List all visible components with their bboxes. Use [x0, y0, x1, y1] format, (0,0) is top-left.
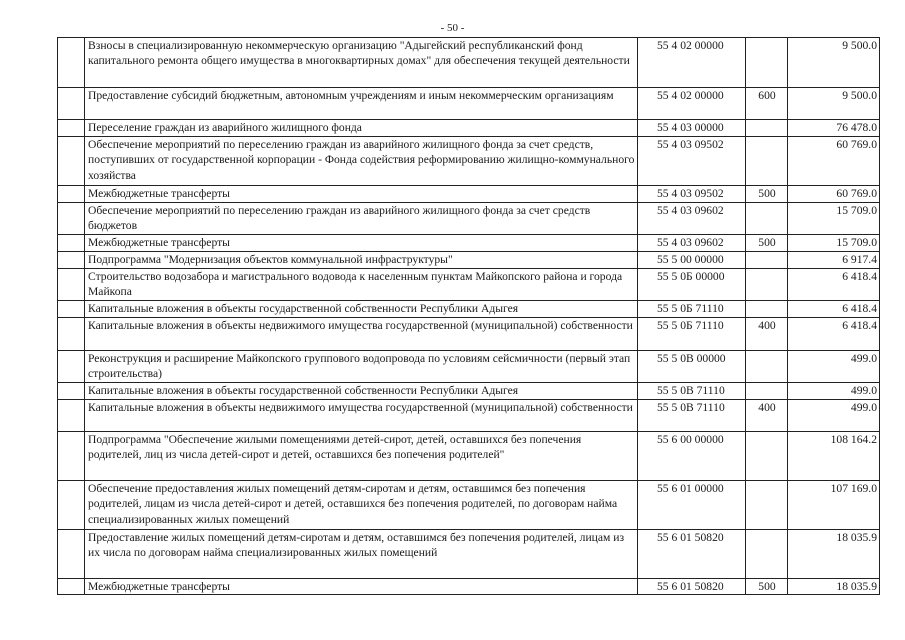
blank-cell — [58, 318, 85, 351]
blank-cell — [58, 269, 85, 301]
row-code: 55 5 0В 71110 — [638, 383, 746, 400]
row-name: Взносы в специализированную некоммерческую организацию "Адыгейский республиканский фонд капитального ремонта общего имущества в многоквартирных домах" для обеспечения текущей деятельности — [85, 38, 638, 88]
row-name: Реконструкция и расширение Майкопского группового водопровода по условиям сейсмичности (первый этап строительства) — [85, 351, 638, 383]
blank-cell — [58, 235, 85, 252]
row-expense-type — [746, 137, 788, 186]
row-expense-type — [746, 301, 788, 318]
row-expense-type — [746, 203, 788, 235]
row-code: 55 5 0Б 00000 — [638, 269, 746, 301]
row-expense-type — [746, 120, 788, 137]
row-name: Переселение граждан из аварийного жилищного фонда — [85, 120, 638, 137]
row-expense-type: 500 — [746, 186, 788, 203]
row-code: 55 5 0В 00000 — [638, 351, 746, 383]
row-sum: 9 500.0 — [788, 88, 880, 120]
row-expense-type — [746, 530, 788, 579]
row-sum: 499.0 — [788, 400, 880, 432]
row-code: 55 4 03 09502 — [638, 137, 746, 186]
table-row — [58, 186, 880, 203]
row-expense-type: 500 — [746, 579, 788, 595]
blank-cell — [58, 186, 85, 203]
row-expense-type — [746, 481, 788, 530]
row-expense-type: 400 — [746, 318, 788, 351]
row-expense-type — [746, 269, 788, 301]
row-sum: 108 164.2 — [788, 432, 880, 481]
row-code: 55 5 00 00000 — [638, 252, 746, 269]
row-name: Обеспечение мероприятий по переселению граждан из аварийного жилищного фонда за счет средств, поступивших от государственной корпорации - Фонда содействия реформированию жилищно-коммунального хозяйства — [85, 137, 638, 186]
row-code: 55 4 02 00000 — [638, 38, 746, 88]
row-expense-type: 500 — [746, 235, 788, 252]
row-sum: 60 769.0 — [788, 137, 880, 186]
row-name: Капитальные вложения в объекты государственной собственности Республики Адыгея — [85, 383, 638, 400]
table-row — [58, 235, 880, 252]
table-row — [58, 481, 880, 530]
row-expense-type: 600 — [746, 88, 788, 120]
row-expense-type — [746, 38, 788, 88]
table-row — [58, 88, 880, 120]
row-name: Строительство водозабора и магистрального водовода к населенным пунктам Майкопского района и города Майкопа — [85, 269, 638, 301]
row-expense-type — [746, 383, 788, 400]
row-sum: 15 709.0 — [788, 235, 880, 252]
row-sum: 9 500.0 — [788, 38, 880, 88]
row-sum: 18 035.9 — [788, 579, 880, 595]
budget-table — [57, 37, 880, 595]
row-name: Межбюджетные трансферты — [85, 186, 638, 203]
table-row — [58, 252, 880, 269]
blank-cell — [58, 530, 85, 579]
row-name: Межбюджетные трансферты — [85, 579, 638, 595]
row-code: 55 4 02 00000 — [638, 88, 746, 120]
table-row — [58, 120, 880, 137]
blank-cell — [58, 351, 85, 383]
blank-cell — [58, 400, 85, 432]
blank-cell — [58, 432, 85, 481]
row-sum: 60 769.0 — [788, 186, 880, 203]
table-row — [58, 203, 880, 235]
row-name: Обеспечение предоставления жилых помещений детям-сиротам и детям, оставшимся без попечения родителей, лицам из числа детей-сирот и детей, оставшихся без попечения родителей, по договорам найма специализированных жилых помещений — [85, 481, 638, 530]
blank-cell — [58, 203, 85, 235]
row-sum: 6 418.4 — [788, 318, 880, 351]
row-name: Предоставление жилых помещений детям-сиротам и детям, оставшимся без попечения родителей, лицам из их числа по договорам найма специализированных жилых помещений — [85, 530, 638, 579]
row-expense-type — [746, 252, 788, 269]
row-expense-type: 400 — [746, 400, 788, 432]
row-name: Подпрограмма "Обеспечение жилыми помещениями детей-сирот, детей, оставшихся без попечения родителей, лиц из числа детей-сирот и детей, оставшихся без попечения родителей" — [85, 432, 638, 481]
table-row — [58, 137, 880, 186]
table-row — [58, 301, 880, 318]
row-name: Предоставление субсидий бюджетным, автономным учреждениям и иным некоммерческим организациям — [85, 88, 638, 120]
row-name: Обеспечение мероприятий по переселению граждан из аварийного жилищного фонда за счет средств бюджетов — [85, 203, 638, 235]
row-code: 55 4 03 00000 — [638, 120, 746, 137]
row-code: 55 6 01 50820 — [638, 530, 746, 579]
row-sum: 499.0 — [788, 383, 880, 400]
table-row — [58, 530, 880, 579]
row-sum: 18 035.9 — [788, 530, 880, 579]
row-code: 55 4 03 09602 — [638, 203, 746, 235]
row-expense-type — [746, 351, 788, 383]
row-name: Капитальные вложения в объекты государственной собственности Республики Адыгея — [85, 301, 638, 318]
blank-cell — [58, 137, 85, 186]
row-sum: 6 418.4 — [788, 301, 880, 318]
row-sum: 6 418.4 — [788, 269, 880, 301]
row-sum: 76 478.0 — [788, 120, 880, 137]
table-row — [58, 318, 880, 351]
table-row — [58, 38, 880, 88]
row-name: Капитальные вложения в объекты недвижимого имущества государственной (муниципальной) собственности — [85, 400, 638, 432]
row-name: Капитальные вложения в объекты недвижимого имущества государственной (муниципальной) собственности — [85, 318, 638, 351]
blank-cell — [58, 383, 85, 400]
blank-cell — [58, 301, 85, 318]
table-row — [58, 579, 880, 595]
row-code: 55 6 00 00000 — [638, 432, 746, 481]
row-name: Подпрограмма "Модернизация объектов коммунальной инфраструктуры" — [85, 252, 638, 269]
blank-cell — [58, 579, 85, 595]
table-row — [58, 383, 880, 400]
blank-cell — [58, 88, 85, 120]
row-name: Межбюджетные трансферты — [85, 235, 638, 252]
table-row — [58, 400, 880, 432]
row-code: 55 4 03 09602 — [638, 235, 746, 252]
row-code: 55 5 0Б 71110 — [638, 301, 746, 318]
blank-cell — [58, 481, 85, 530]
row-sum: 6 917.4 — [788, 252, 880, 269]
row-expense-type — [746, 432, 788, 481]
row-sum: 15 709.0 — [788, 203, 880, 235]
row-sum: 107 169.0 — [788, 481, 880, 530]
row-code: 55 6 01 00000 — [638, 481, 746, 530]
row-code: 55 5 0Б 71110 — [638, 318, 746, 351]
row-sum: 499.0 — [788, 351, 880, 383]
row-code: 55 5 0В 71110 — [638, 400, 746, 432]
blank-cell — [58, 252, 85, 269]
blank-cell — [58, 120, 85, 137]
table-row — [58, 351, 880, 383]
table-row — [58, 432, 880, 481]
row-code: 55 4 03 09502 — [638, 186, 746, 203]
page-number: - 50 - — [440, 22, 465, 34]
row-code: 55 6 01 50820 — [638, 579, 746, 595]
blank-cell — [58, 38, 85, 88]
table-row — [58, 269, 880, 301]
